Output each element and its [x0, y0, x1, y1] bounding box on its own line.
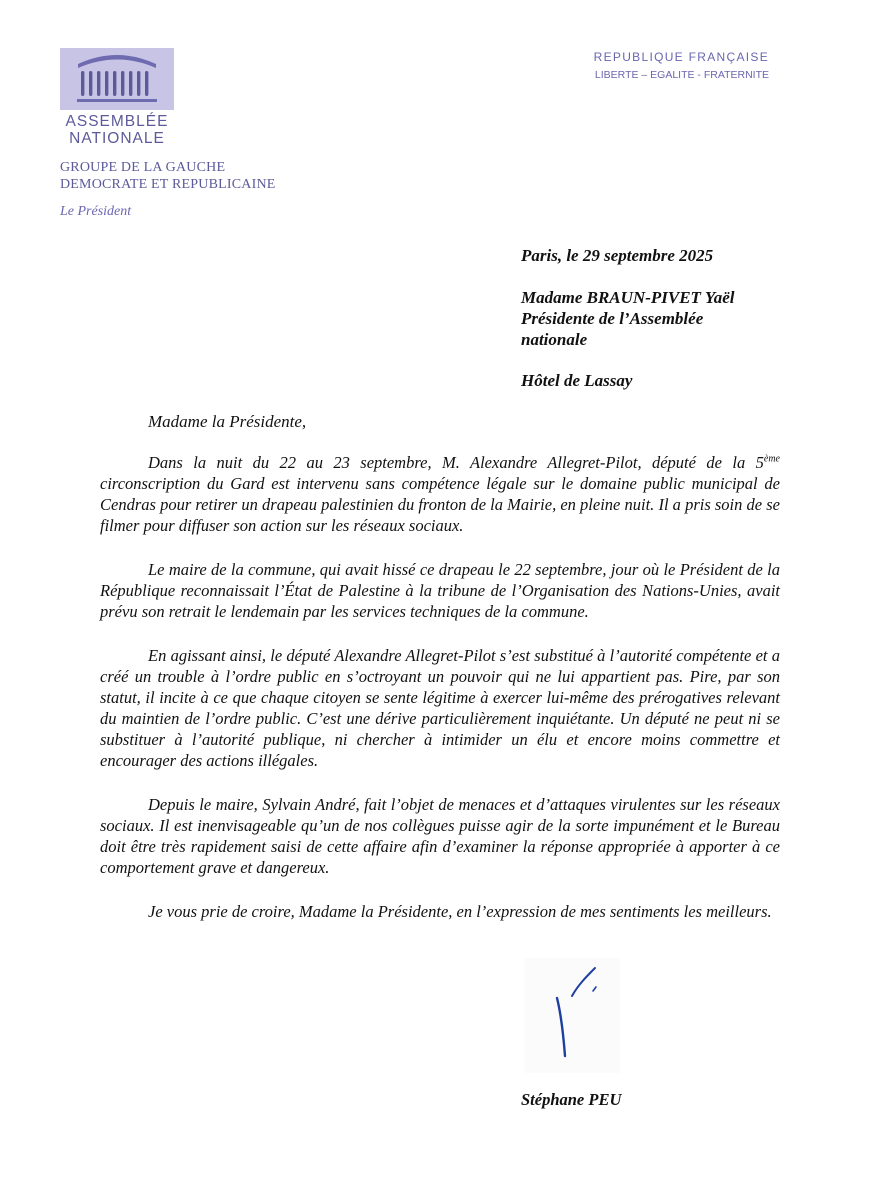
letter-body	[100, 452, 780, 945]
assemblee-nationale-logo	[60, 48, 174, 147]
ordinal-superscript: ème	[763, 453, 780, 465]
recipient-name: Madame BRAUN-PIVET Yaël	[521, 288, 735, 307]
sender-role: Le Président	[60, 204, 132, 219]
parliamentary-group	[60, 159, 276, 193]
signer-name: Stéphane PEU	[521, 1090, 622, 1109]
signature	[525, 958, 620, 1073]
paragraph-5: Je vous prie de croire, Madame la Présidente, en l’expression de mes sentiments les meilleurs.	[148, 902, 772, 921]
group-name-line1: GROUPE DE LA GAUCHE	[60, 160, 226, 175]
paragraph-2: Le maire de la commune, qui avait hissé ce drapeau le 22 septembre, jour où le Président de la République reconnaissait l’État de Palestine à la tribune de l’Organisation des Nations-Unies, avait prévu son retrait le lendemain par les services techniques de la commune.	[100, 560, 780, 621]
republic-motto: LIBERTE – EGALITE - FRATERNITE	[594, 69, 769, 81]
recipient-location: Hôtel de Lassay	[521, 371, 633, 390]
logo-text-line1: ASSEMBLÉE	[65, 113, 169, 130]
recipient-block	[521, 287, 734, 350]
logo-text-line2: NATIONALE	[69, 130, 165, 147]
recipient-title-cont: nationale	[521, 330, 588, 349]
hemicycle-icon	[60, 48, 174, 110]
recipient-title: Présidente de l’Assemblée	[521, 309, 704, 328]
paragraph-4: Depuis le maire, Sylvain André, fait l’objet de menaces et d’attaques virulentes sur les réseaux sociaux. Il est inenvisageable qu’un de nos collègues puisse agir de la sorte impunément et le Bureau doit être très rapidement saisi de cette affaire afin d’examiner la réponse appropriée à apporter à ce comportement grave et dangereux.	[100, 795, 780, 877]
group-name-line2: DEMOCRATE ET REPUBLICAINE	[60, 177, 276, 192]
paragraph-1: Dans la nuit du 22 au 23 septembre, M. Alexandre Allegret-Pilot, député de la 5ème circonscription du Gard est intervenu sans compétence légale sur le domaine public municipal de Cendras pour retirer un drapeau palestinien du fronton de la Mairie, en pleine nuit. Il a pris soin de se filmer pour diffuser son action sur les réseaux sociaux.	[100, 453, 780, 535]
letter-date: Paris, le 29 septembre 2025	[521, 246, 714, 265]
paragraph-3: En agissant ainsi, le député Alexandre Allegret-Pilot s’est substitué à l’autorité compétente et a créé un trouble à l’ordre public en s’octroyant un pouvoir qui ne lui appartient pas. Pire, par son statut, il incite à ce que chaque citoyen se sente légitime à exercer lui-même des prérogatives relevant du maintien de l’ordre public. C’est une dérive particulièrement inquiétante. Un député ne peut ni se substituer à l’autorité publique, ni chercher à intimider un élu et encore moins commettre et encourager des actions illégales.	[100, 646, 780, 770]
republic-header	[594, 50, 769, 81]
republic-name: REPUBLIQUE FRANÇAISE	[593, 50, 769, 64]
salutation: Madame la Présidente,	[148, 412, 307, 431]
